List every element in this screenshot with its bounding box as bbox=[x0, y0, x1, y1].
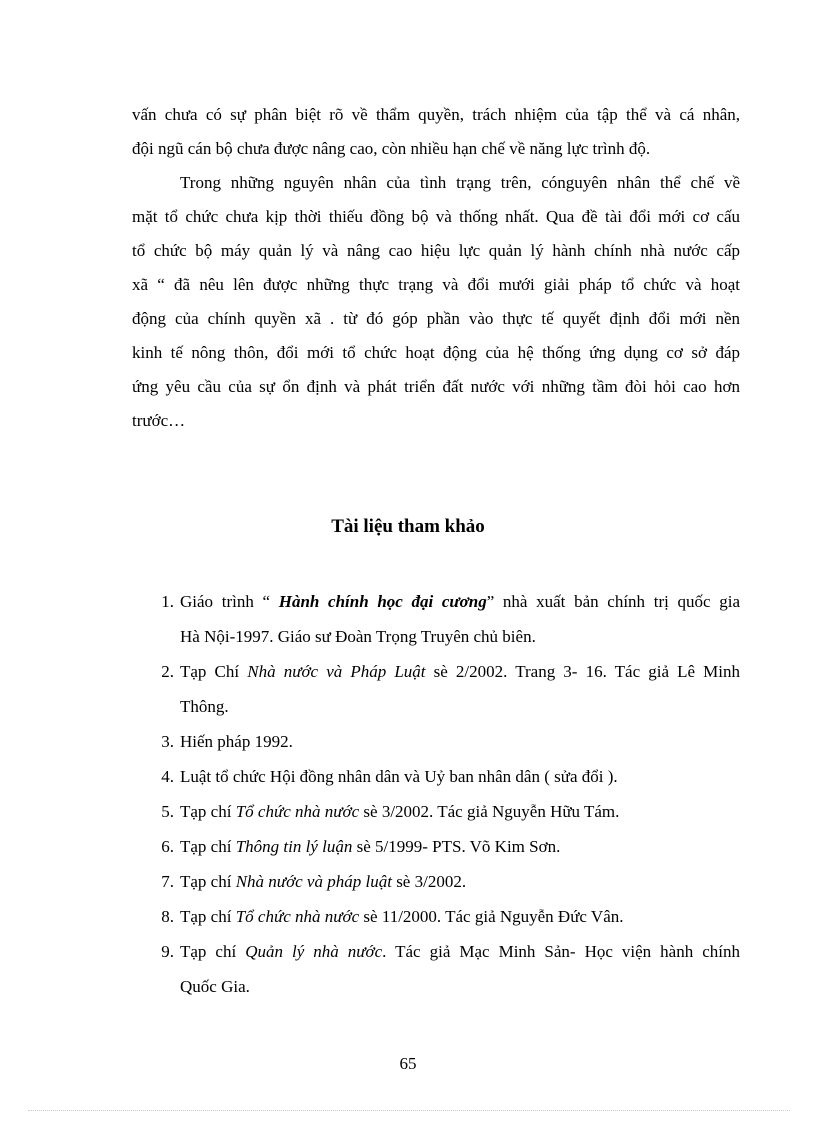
text-line: Trong những nguyên nhân của tình trạng trên, cónguyên nhân thể chế về bbox=[180, 173, 740, 192]
text-line: tổ chức bộ máy quản lý và nâng cao hiệu lực quản lý hành chính nhà nước cấp bbox=[132, 241, 740, 260]
reference-item bbox=[148, 899, 740, 934]
reference-item bbox=[148, 654, 740, 724]
reference-title: Thông tin lý luận bbox=[235, 837, 353, 856]
reference-title: Nhà nước và pháp luật bbox=[235, 872, 392, 891]
text-line: xã “ đã nêu lên được những thực trạng và đổi mưới giải pháp tổ chức và hoạt bbox=[132, 275, 740, 294]
reference-number: 6. bbox=[161, 837, 174, 856]
reference-number: 2. bbox=[161, 662, 174, 681]
reference-text: Tạp Chí Nhà nước và Pháp Luật sè 2/2002. Trang 3- 16. Tác giả Lê Minh bbox=[180, 662, 740, 681]
reference-number: 9. bbox=[161, 942, 174, 961]
reference-number: 8. bbox=[161, 907, 174, 926]
text-line: vấn chưa có sự phân biệt rõ về thẩm quyền, trách nhiệm của tập thể và cá nhân, bbox=[132, 105, 740, 124]
reference-item bbox=[148, 759, 740, 794]
reference-text: Giáo trình “ Hành chính học đại cương” nhà xuất bản chính trị quốc gia bbox=[180, 592, 740, 611]
text-line: ứng yêu cầu của sự ổn định và phát triển đất nước với những tầm đòi hỏi cao hơn bbox=[132, 377, 740, 396]
reference-item bbox=[148, 934, 740, 1004]
reference-number: 3. bbox=[161, 732, 174, 751]
reference-text: Tạp chí Tổ chức nhà nước sè 3/2002. Tác giả Nguyễn Hữu Tám. bbox=[180, 802, 620, 821]
reference-continuation: Hà Nội-1997. Giáo sư Đoàn Trọng Truyên chủ biên. bbox=[180, 627, 536, 646]
text-line: mặt tổ chức chưa kịp thời thiếu đồng bộ và thống nhất. Qua đề tài đổi mới cơ cấu bbox=[132, 207, 740, 226]
reference-text: Luật tổ chức Hội đồng nhân dân và Uỷ ban nhân dân ( sửa đổi ). bbox=[180, 767, 618, 786]
reference-title: Hành chính học đại cương bbox=[278, 592, 487, 611]
references-heading: Tài liệu tham khảo bbox=[331, 516, 485, 537]
reference-text: Tạp chí Nhà nước và pháp luật sè 3/2002. bbox=[180, 872, 467, 891]
reference-text: Tạp chí Thông tin lý luận sè 5/1999- PTS. Võ Kim Sơn. bbox=[180, 837, 561, 856]
text-line: đội ngũ cán bộ chưa được nâng cao, còn nhiều hạn chế về năng lực trình độ. bbox=[132, 139, 651, 158]
reference-number: 7. bbox=[161, 872, 174, 891]
reference-text: Tạp chí Tổ chức nhà nước sè 11/2000. Tác giả Nguyễn Đức Vân. bbox=[180, 907, 624, 926]
body-paragraph-1 bbox=[132, 98, 740, 166]
body-paragraph-2 bbox=[132, 166, 740, 438]
reference-title: Tổ chức nhà nước bbox=[235, 802, 360, 821]
text-line: trước… bbox=[132, 411, 186, 430]
reference-title: Tổ chức nhà nước bbox=[235, 907, 360, 926]
reference-continuation: Thông. bbox=[180, 697, 229, 716]
reference-number: 5. bbox=[161, 802, 174, 821]
page-bottom-divider bbox=[28, 1110, 790, 1111]
reference-item bbox=[148, 864, 740, 899]
reference-title: Nhà nước và Pháp Luật bbox=[247, 662, 426, 681]
reference-number: 4. bbox=[161, 767, 174, 786]
text-line: kinh tế nông thôn, đổi mới tổ chức hoạt động của hệ thống ứng dụng cơ sở đáp bbox=[132, 343, 740, 362]
reference-text: Tạp chí Quản lý nhà nước. Tác giả Mạc Minh Sản- Học viện hành chính bbox=[180, 942, 740, 961]
reference-item bbox=[148, 794, 740, 829]
reference-title: Quản lý nhà nước bbox=[245, 942, 383, 961]
text-line: động của chính quyền xã . từ đó góp phần vào thực tế quyết định đổi mới nền bbox=[132, 309, 740, 328]
reference-continuation: Quốc Gia. bbox=[180, 977, 250, 996]
references-list bbox=[148, 584, 740, 1004]
reference-number: 1. bbox=[161, 592, 174, 611]
reference-item bbox=[148, 584, 740, 654]
reference-item bbox=[148, 724, 740, 759]
reference-text: Hiến pháp 1992. bbox=[180, 732, 293, 751]
reference-item bbox=[148, 829, 740, 864]
page-number: 65 bbox=[399, 1054, 417, 1073]
